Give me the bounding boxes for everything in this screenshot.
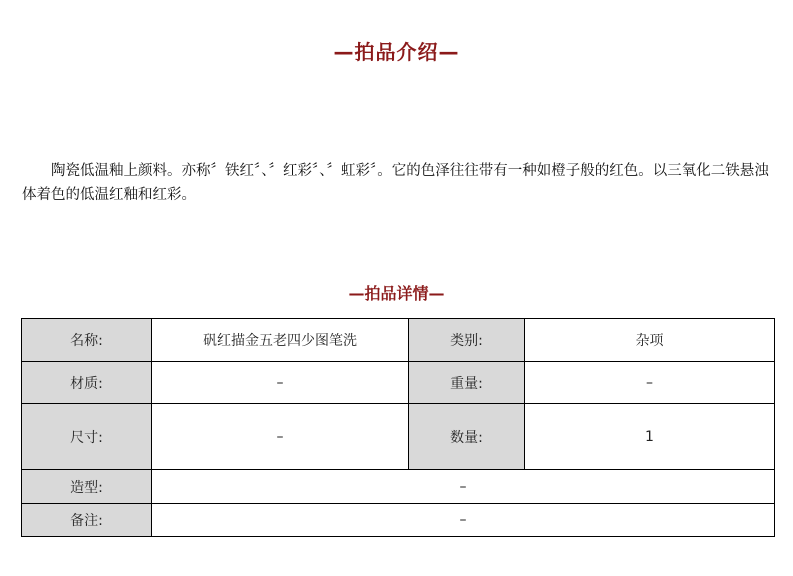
table-row xyxy=(22,470,775,504)
name-value: 矾红描金五老四少图笔洗 xyxy=(152,319,409,362)
details-table xyxy=(21,318,775,537)
intro-section-title: —拍品介绍— xyxy=(333,40,460,64)
quantity-label: 数量: xyxy=(409,404,525,470)
intro-paragraph: 陶瓷低温釉上颜料。亦称〞铁红〞、〞红彩〞、〞虹彩〞。它的色泽往往带有一种如橙子般的红色。以三氧化二铁悬浊体着色的低温红釉和红彩。 xyxy=(22,162,769,203)
table-row xyxy=(22,404,775,470)
size-label: 尺寸: xyxy=(22,404,152,470)
shape-label: 造型: xyxy=(22,470,152,504)
size-value: – xyxy=(152,404,409,470)
quantity-value: 1 xyxy=(525,404,775,470)
category-label: 类别: xyxy=(409,319,525,362)
weight-value: – xyxy=(525,362,775,404)
material-value: – xyxy=(152,362,409,404)
table-row xyxy=(22,362,775,404)
details-section-title: —拍品详情— xyxy=(348,284,445,303)
remarks-value: – xyxy=(152,504,775,537)
remarks-label: 备注: xyxy=(22,504,152,537)
name-label: 名称: xyxy=(22,319,152,362)
shape-value: – xyxy=(152,470,775,504)
table-row xyxy=(22,504,775,537)
material-label: 材质: xyxy=(22,362,152,404)
weight-label: 重量: xyxy=(409,362,525,404)
table-row xyxy=(22,319,775,362)
category-value: 杂项 xyxy=(525,319,775,362)
